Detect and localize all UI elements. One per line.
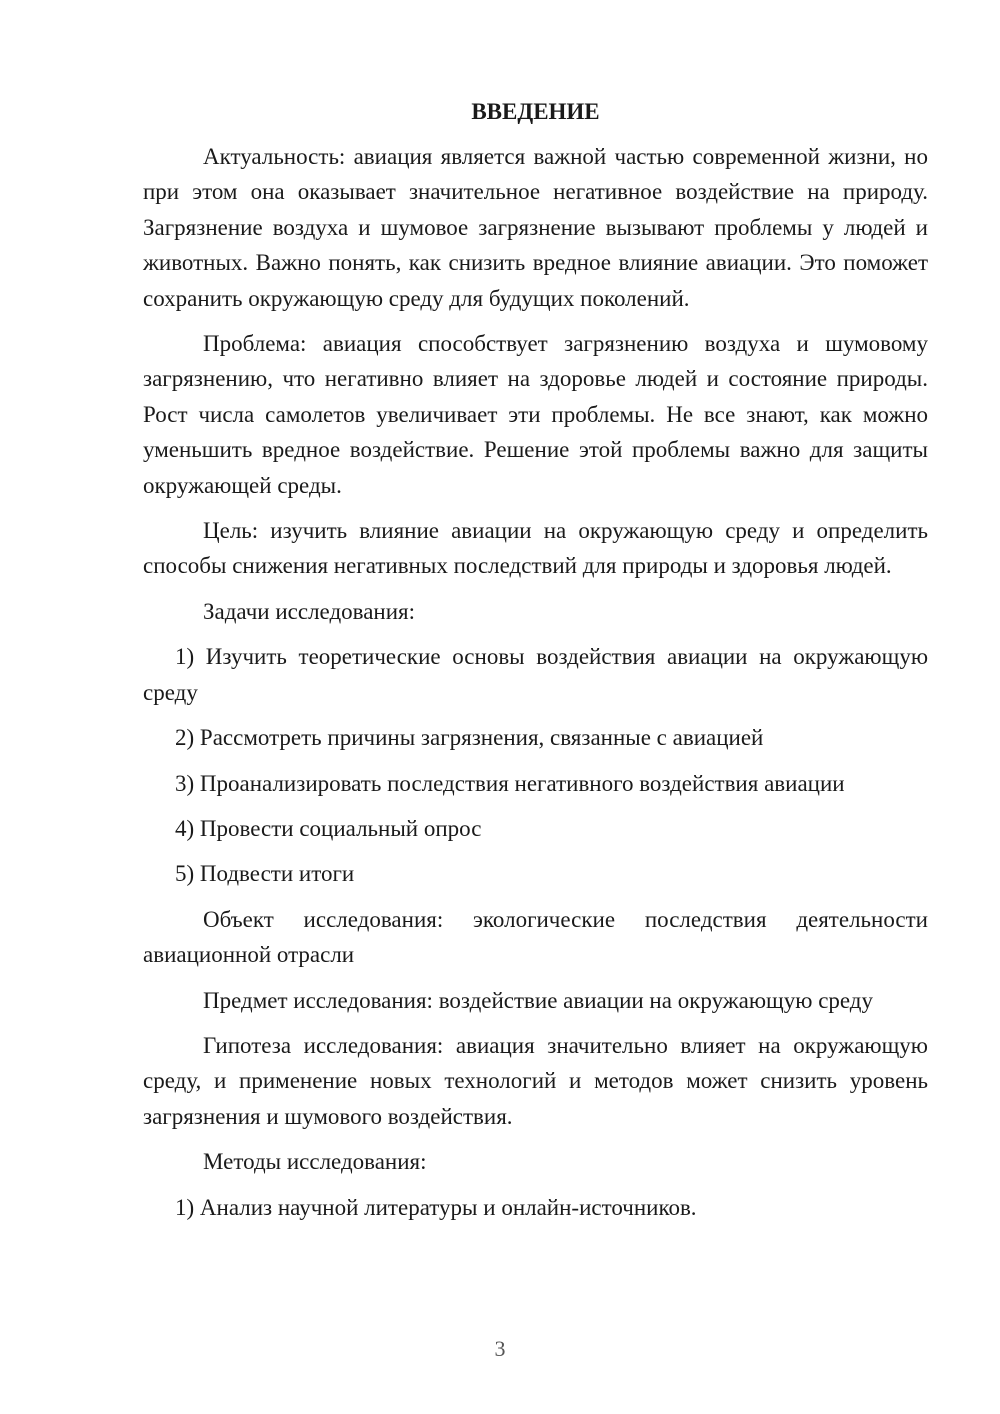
task-item: 4) Провести социальный опрос [175,815,482,841]
goal-paragraph: Цель: изучить влияние авиации на окружающую среду и определить способы снижения негативных последствий для природы и здоровья людей. [143,518,928,579]
page-title: ВВЕДЕНИЕ [471,99,600,124]
document-page [143,94,928,1235]
task-item: 2) Рассмотреть причины загрязнения, связанные с авиацией [175,725,764,751]
relevance-paragraph: Актуальность: авиация является важной частью современной жизни, но при этом она оказывает значительное негативное воздействие на природу. Загрязнение воздуха и шумовое загрязнение вызывают проблемы у людей и животных. Важно понять, как снизить вредное влияние авиации. Это поможет сохранить окружающую среду для будущих поколений. [143,144,928,311]
hypothesis-paragraph: Гипотеза исследования: авиация значительно влияет на окружающую среду, и применение новых технологий и методов может снизить уровень загрязнения и шумового воздействия. [143,1032,928,1129]
page-number: 3 [494,1336,506,1361]
tasks-heading: Задачи исследования: [203,598,416,624]
object-paragraph: Объект исследования: экологические последствия деятельности авиационной отрасли [143,906,928,968]
subject-paragraph: Предмет исследования: воздействие авиации на окружающую среду [203,987,874,1013]
task-item: 3) Проанализировать последствия негативного воздействия авиации [175,770,845,796]
task-item: 5) Подвести итоги [175,861,355,887]
methods-heading: Методы исследования: [203,1149,427,1175]
method-item: 1) Анализ научной литературы и онлайн-источников. [175,1194,697,1220]
problem-paragraph: Проблема: авиация способствует загрязнению воздуха и шумовому загрязнению, что негативно влияет на здоровье людей и состояние природы. Рост числа самолетов увеличивает эти проблемы. Не все знают, как можно уменьшить вредное воздействие. Решение этой проблемы важно для защиты окружающей среды. [143,331,928,498]
task-item: 1) Изучить теоретические основы воздействия авиации на окружающую среду [143,644,928,705]
